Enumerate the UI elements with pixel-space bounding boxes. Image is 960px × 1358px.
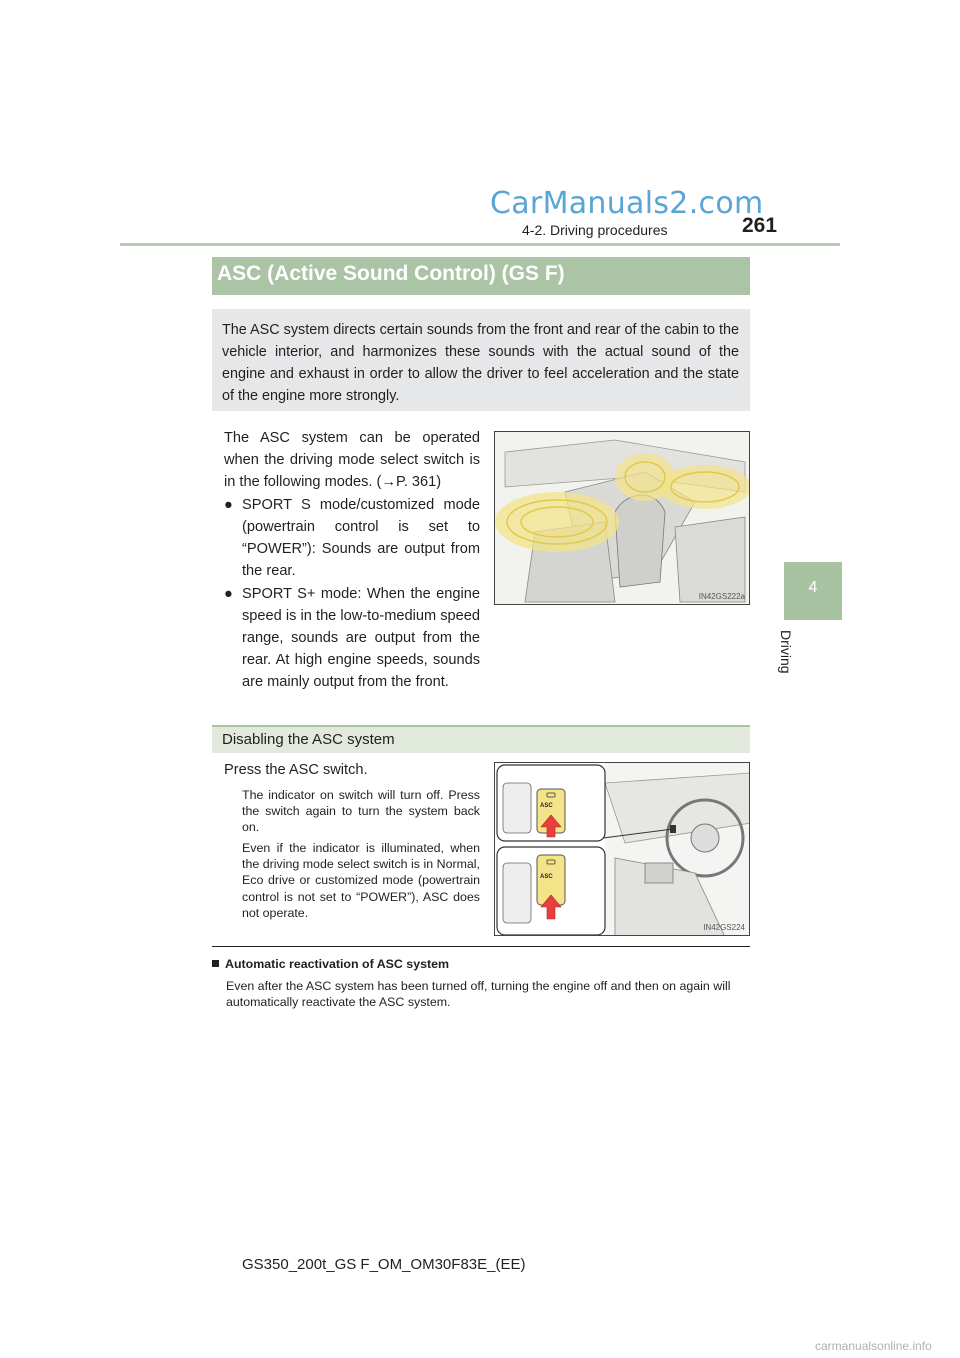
image-code: IN42GS222a xyxy=(698,592,745,601)
chapter-label-text: Driving xyxy=(778,630,794,674)
asc-button-label: ASC xyxy=(540,803,553,809)
chapter-label xyxy=(772,630,812,690)
cabin-illustration-svg xyxy=(495,432,750,605)
document-code: GS350_200t_GS F_OM_OM30F83E_(EE) xyxy=(242,1256,526,1273)
bottom-watermark: carmanualsonline.info xyxy=(815,1339,932,1353)
subsection-title-bar xyxy=(212,725,750,753)
note-paragraph: The indicator on switch will turn off. Press the switch again to turn the system back on. xyxy=(242,788,480,835)
switch-illustration-svg xyxy=(495,763,750,936)
subsection-title: Disabling the ASC system xyxy=(222,731,395,748)
intro-box: The ASC system directs certain sounds from the front and rear of the cabin to the vehicle interior, and harmonizes these sounds with the actual sound of the engine and exhaust in order to allow the driver to feel acceleration and the state of the engine more strongly. xyxy=(212,309,750,411)
page-number: 261 xyxy=(742,214,778,237)
bullet-icon: ● xyxy=(224,497,233,513)
list-item xyxy=(224,494,480,582)
divider xyxy=(212,946,750,947)
bullet-icon: ● xyxy=(224,586,233,602)
note-paragraph: Even if the indicator is illuminated, when the driving mode select switch is in Normal, Eco drive or customized mode (powertrain control is not set to “POWER”), ASC does not operate. xyxy=(242,841,480,920)
list-item xyxy=(224,583,480,693)
square-bullet-icon xyxy=(212,960,219,967)
section-title-bar xyxy=(212,257,750,295)
bullet-text: SPORT S+ mode: When the engine speed is in the low-to-medium speed range, sounds are output from the rear. At high engine speeds, sounds are mainly output from the front. xyxy=(242,586,480,690)
section-label: 4-2. Driving procedures xyxy=(522,222,668,238)
main-paragraph: The ASC system can be operated when the driving mode select switch is in the following modes. (→P. 361) xyxy=(224,430,480,490)
cabin-sound-illustration xyxy=(494,431,750,605)
image-code: IN42GS224 xyxy=(703,923,745,932)
section-title: ASC (Active Sound Control) (GS F) xyxy=(217,262,565,285)
asc-button-label: ASC xyxy=(540,874,553,880)
header-rule xyxy=(120,243,840,246)
note-heading-text: Automatic reactivation of ASC system xyxy=(225,957,450,971)
chapter-tab[interactable]: 4 xyxy=(784,562,842,620)
watermark-logo: CarManuals2.com xyxy=(490,186,764,221)
note-body: Even after the ASC system has been turned off, turning the engine off and then on again will automatically reactivate the ASC system. xyxy=(226,979,731,1010)
asc-switch-illustration xyxy=(494,762,750,936)
note-heading xyxy=(212,957,449,971)
bullet-text: SPORT S mode/customized mode (powertrain control is set to “POWER”): Sounds are output from the rear. xyxy=(242,497,480,579)
instruction-text: Press the ASC switch. xyxy=(224,762,368,778)
